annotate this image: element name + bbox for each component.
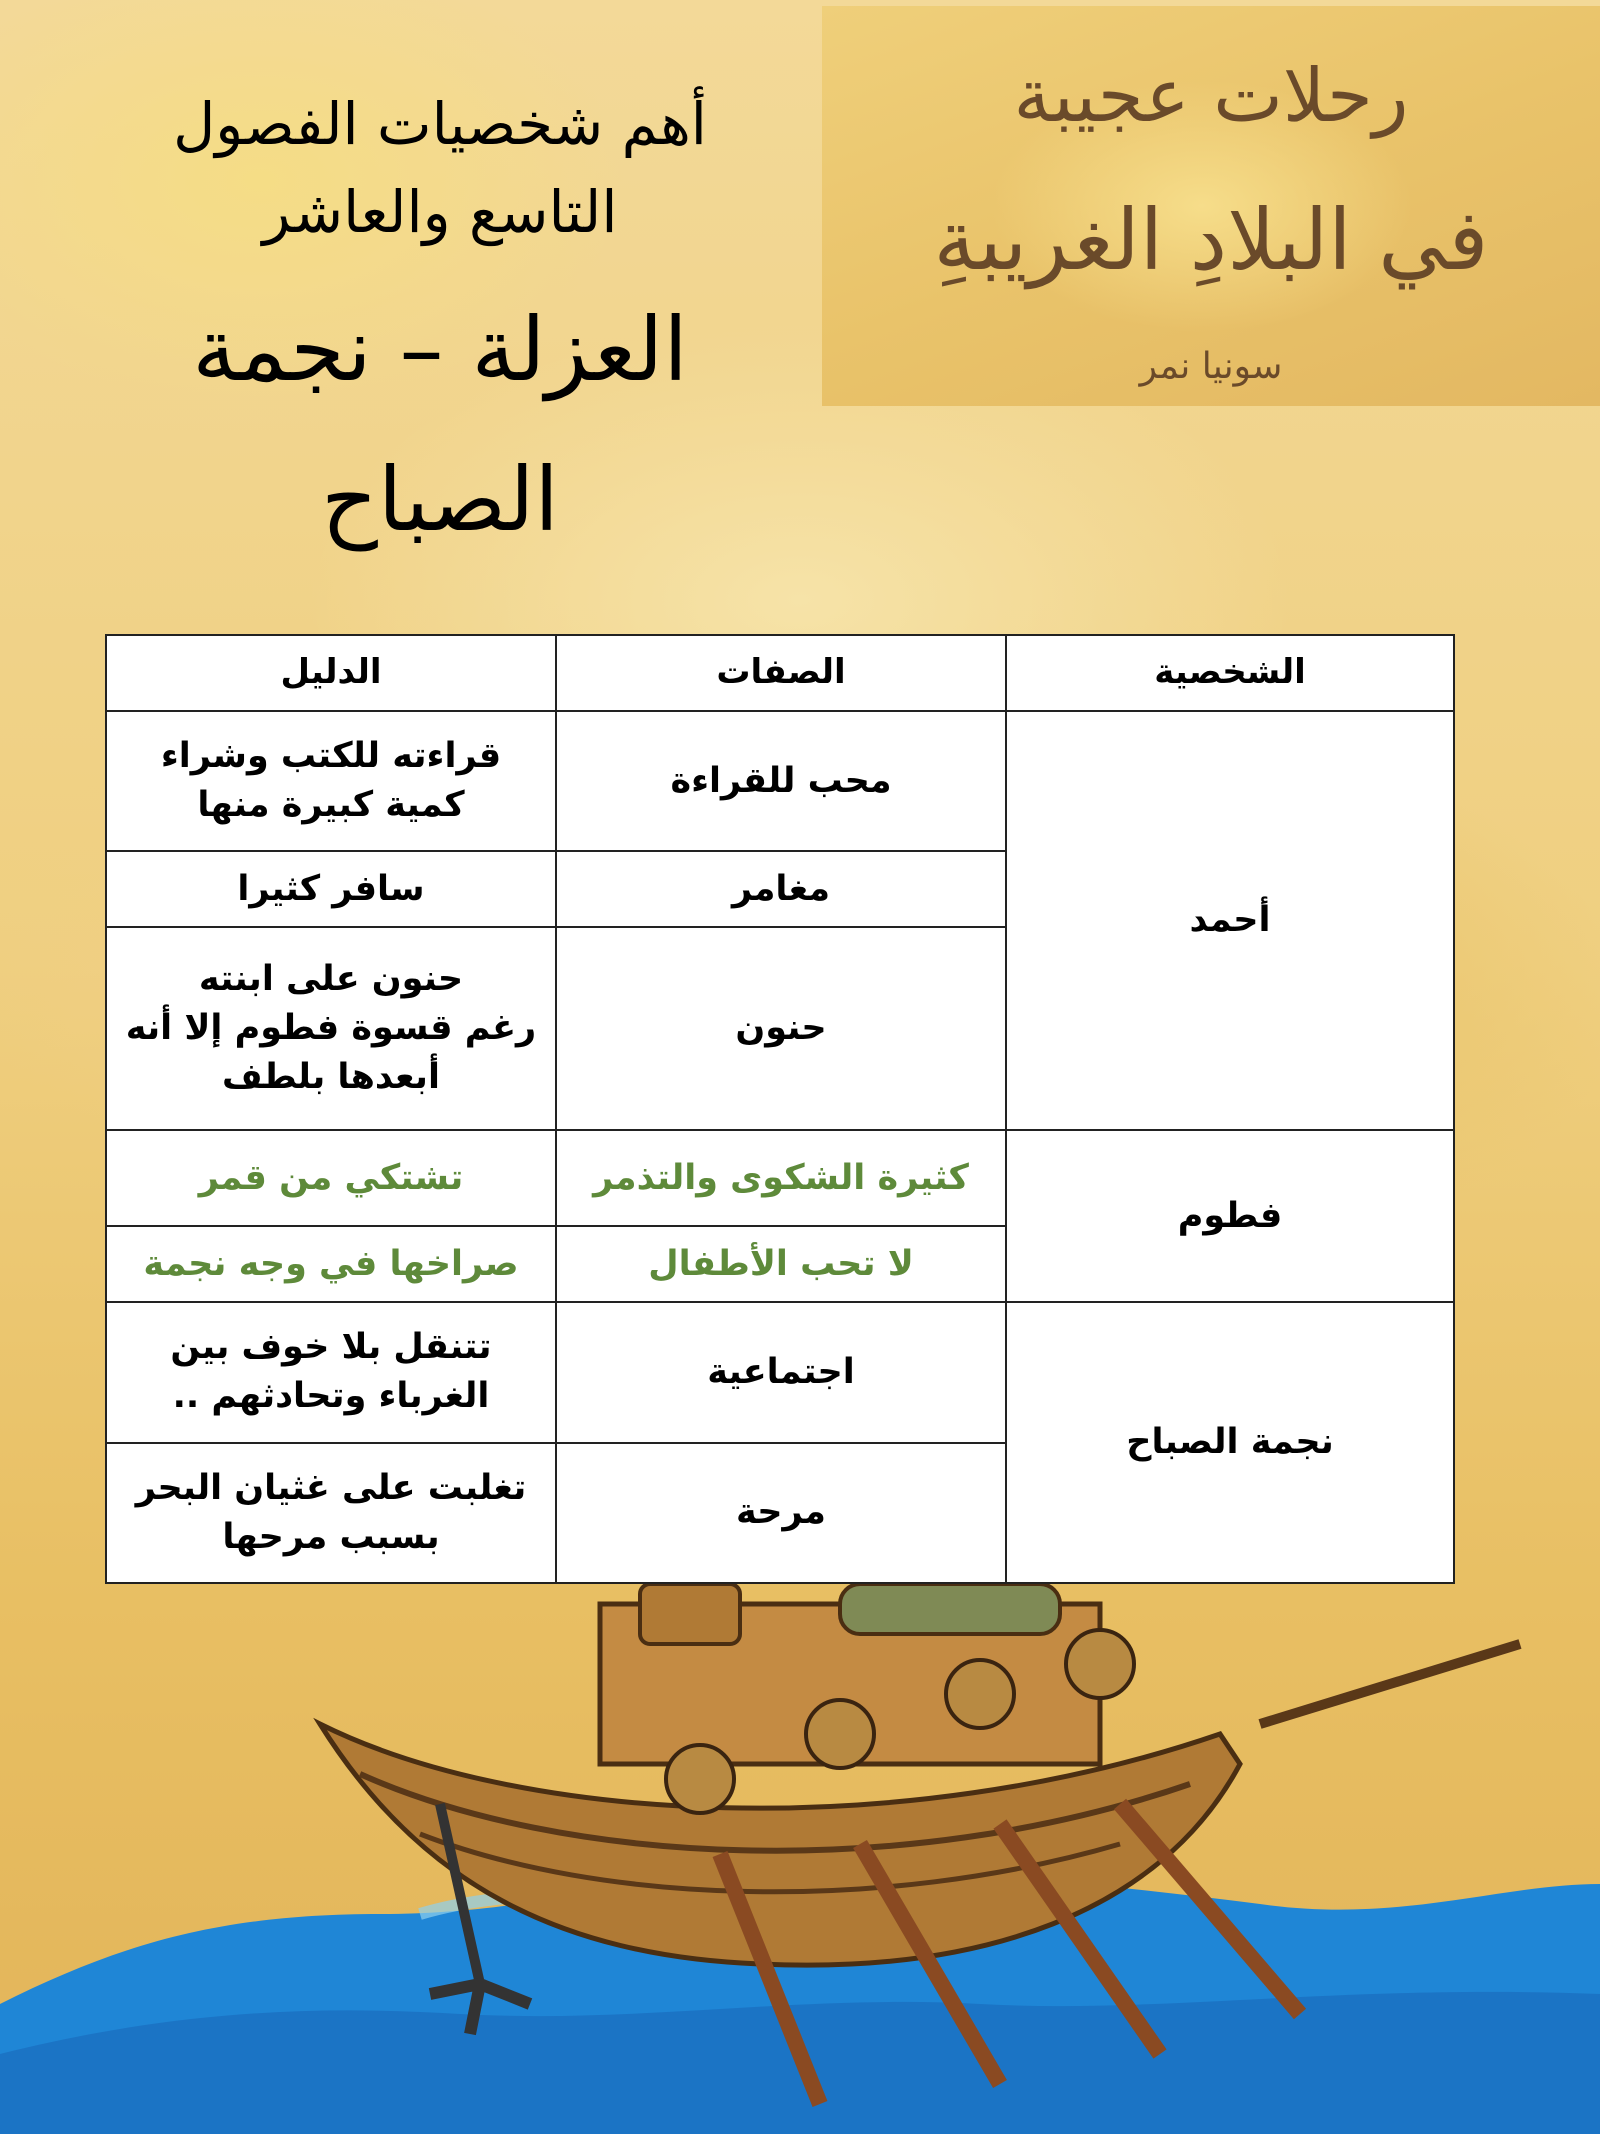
character-cell: نجمة الصباح xyxy=(1006,1302,1454,1583)
page-heading xyxy=(40,80,840,570)
cover-title: رحلات عجيبة xyxy=(1013,53,1409,139)
evidence-cell xyxy=(106,1130,556,1226)
cover-subtitle: في البلادِ الغريبةِ xyxy=(933,191,1489,289)
evidence-cell xyxy=(106,927,556,1129)
evidence-line: تشتكي من قمر xyxy=(198,1157,464,1198)
evidence-cell xyxy=(106,1226,556,1302)
evidence-line: صراخها في وجه نجمة xyxy=(143,1243,519,1284)
trait-cell: مرحة xyxy=(556,1443,1006,1583)
evidence-line: سافر كثيرا xyxy=(237,868,425,909)
evidence-line: أبعدها بلطف xyxy=(222,1057,440,1098)
table-header-row xyxy=(106,635,1454,711)
heading-line-2: التاسع والعاشر xyxy=(262,178,618,246)
evidence-line: حنون على ابنته xyxy=(198,959,464,1000)
evidence-cell xyxy=(106,1443,556,1583)
evidence-line: تتنقل بلا خوف بين xyxy=(170,1327,492,1368)
evidence-cell xyxy=(106,711,556,851)
heading-line-3: العزلة – نجمة xyxy=(192,298,688,401)
table-row xyxy=(106,1302,1454,1442)
trait-cell: مغامر xyxy=(556,851,1006,927)
boat-with-rowers-icon xyxy=(0,1584,1600,2134)
header-traits: الصفات xyxy=(556,635,1006,711)
heading-line-4: الصباح xyxy=(321,448,559,551)
evidence-line: الغرباء وتحادثهم .. xyxy=(172,1376,490,1417)
characters-table xyxy=(105,634,1455,1584)
cover-author: سونيا نمر xyxy=(1139,346,1283,387)
evidence-line: رغم قسوة فطوم إلا أنه xyxy=(125,1008,537,1049)
evidence-cell xyxy=(106,851,556,927)
evidence-line: تغلبت على غثيان البحر xyxy=(135,1467,527,1508)
header-character: الشخصية xyxy=(1006,635,1454,711)
table-row xyxy=(106,711,1454,851)
evidence-line: بسبب مرحها xyxy=(222,1516,440,1557)
evidence-cell xyxy=(106,1302,556,1442)
trait-cell: لا تحب الأطفال xyxy=(556,1226,1006,1302)
table-row xyxy=(106,1130,1454,1226)
character-cell: فطوم xyxy=(1006,1130,1454,1302)
evidence-line: قراءته للكتب وشراء xyxy=(160,736,502,777)
evidence-line: كمية كبيرة منها xyxy=(197,785,465,826)
trait-cell: محب للقراءة xyxy=(556,711,1006,851)
heading-line-1: أهم شخصيات الفصول xyxy=(173,90,707,158)
trait-cell: حنون xyxy=(556,927,1006,1129)
trait-cell: اجتماعية xyxy=(556,1302,1006,1442)
book-cover xyxy=(822,6,1600,406)
trait-cell: كثيرة الشكوى والتذمر xyxy=(556,1130,1006,1226)
character-cell: أحمد xyxy=(1006,711,1454,1130)
header-evidence: الدليل xyxy=(106,635,556,711)
